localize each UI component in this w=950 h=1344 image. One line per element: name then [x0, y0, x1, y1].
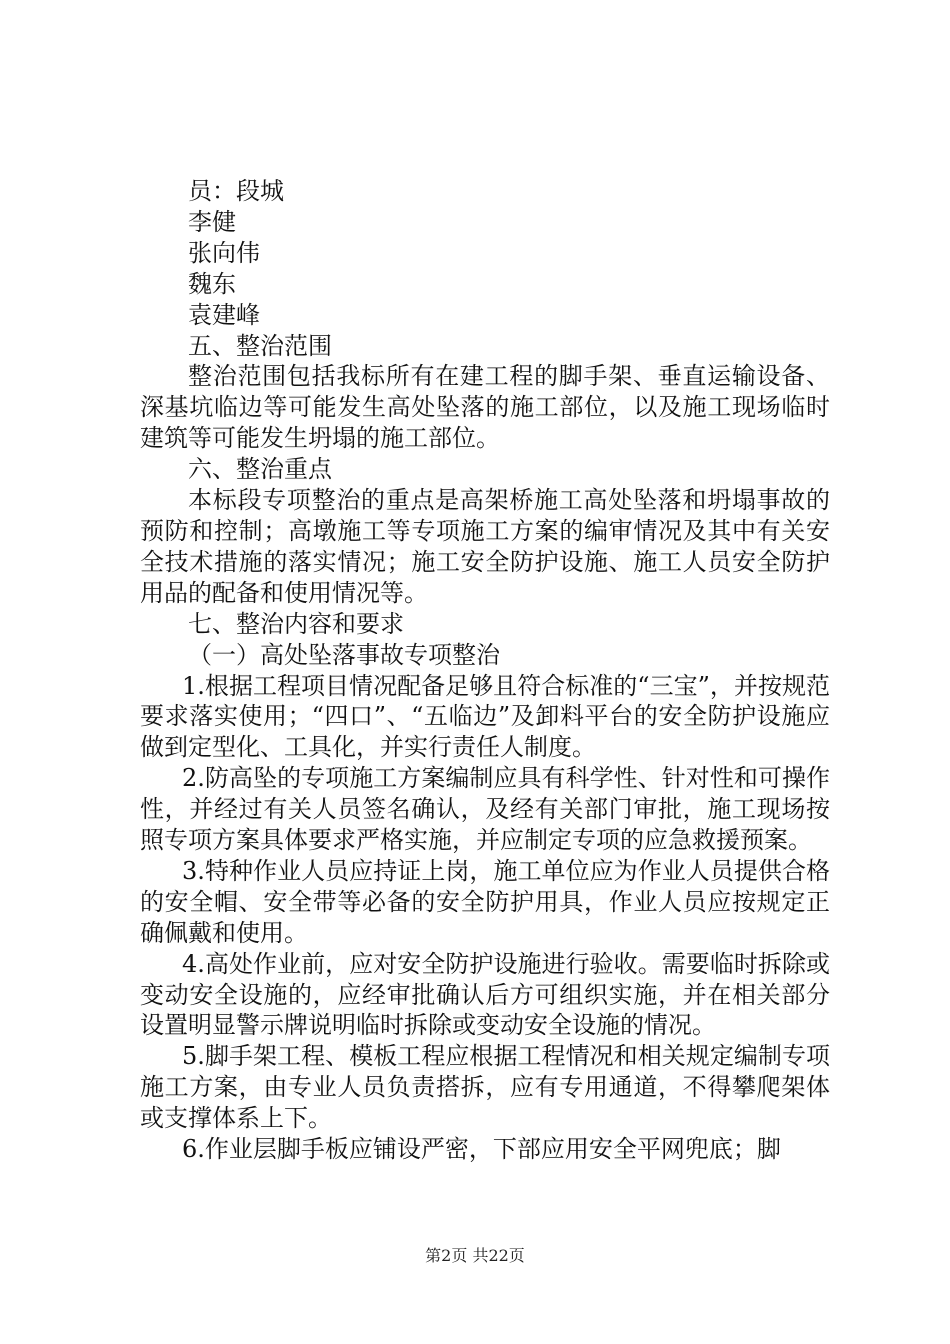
member-line: 员：段城 [188, 177, 284, 205]
list-item: 3.特种作业人员应持证上岗，施工单位应为作业人员提供合格的安全帽、安全带等必备的安全防护用具，作业人员应按规定正确佩戴和使用。 [140, 856, 830, 947]
member-line: 魏东 [188, 269, 236, 298]
section-heading: 六、整治重点 [188, 455, 332, 484]
member-line: 李健 [188, 207, 236, 236]
list-item: 1.根据工程项目情况配备足够且符合标准的“三宝”，并按规范要求落实使用；“四口”、“五临边”及卸料平台的安全防护设施应做到定型化、工具化，并实行责任人制度。 [140, 671, 830, 762]
page-footer [0, 1245, 950, 1267]
page-number: 第2页 共22页 [425, 1246, 525, 1265]
list-item: 2.防高坠的专项施工方案编制应具有科学性、针对性和可操作性，并经过有关人员签名确认，及经有关部门审批，施工现场按照专项方案具体要求严格实施，并应制定专项的应急救援预案。 [140, 764, 830, 855]
list-item: 5.脚手架工程、模板工程应根据工程情况和相关规定编制专项施工方案，由专业人员负责搭拆，应有专用通道，不得攀爬架体或支撑体系上下。 [140, 1042, 830, 1133]
section-heading: 七、整治内容和要求 [188, 609, 404, 638]
list-item: 4.高处作业前，应对安全防护设施进行验收。需要临时拆除或变动安全设施的，应经审批确认后方可组织实施，并在相关部分设置明显警示牌说明临时拆除或变动安全设施的情况。 [140, 949, 830, 1040]
paragraph: 整治范围包括我标所有在建工程的脚手架、垂直运输设备、深基坑临边等可能发生高处坠落的施工部位，以及施工现场临时建筑等可能发生坍塌的施工部位。 [140, 362, 830, 453]
paragraph: 本标段专项整治的重点是高架桥施工高处坠落和坍塌事故的预防和控制；高墩施工等专项施工方案的编审情况及其中有关安全技术措施的落实情况；施工安全防护设施、施工人员安全防护用品的配备和使用情况等。 [140, 486, 830, 607]
member-line: 张向伟 [188, 238, 260, 267]
section-heading: 五、整治范围 [188, 331, 332, 360]
list-item: 6.作业层脚手板应铺设严密，下部应用安全平网兜底；脚 [182, 1135, 781, 1164]
subsection-heading: （一）高处坠落事故专项整治 [188, 640, 500, 669]
member-line: 袁建峰 [188, 300, 260, 329]
document-body [140, 176, 830, 1165]
